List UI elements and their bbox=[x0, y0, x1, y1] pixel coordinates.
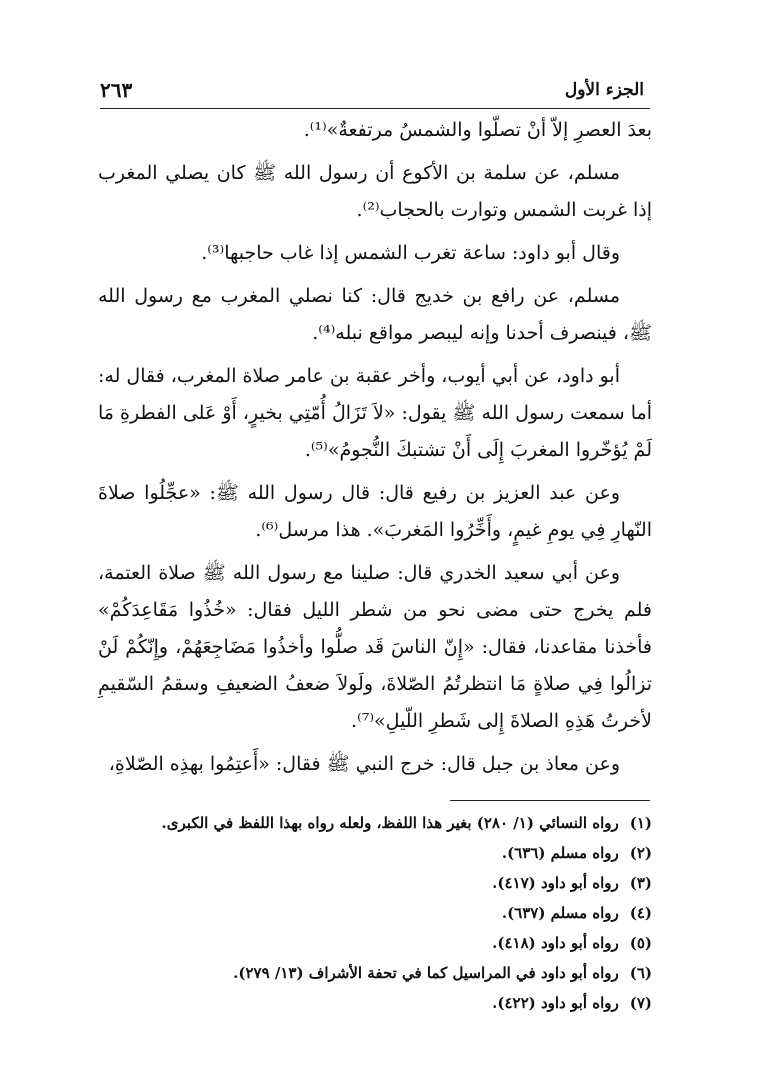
paragraph: وعن أبي سعيد الخدري قال: صلينا مع رسول الله ﷺ صلاة العتمة، فلم يخرج حتى مضى نحو من شطر الليل فقال: «خُذُوا مَقَاعِدَكُمْ» فأخذنا مقاعدنا، فقال: «إِنّ الناسَ قَد صلُّوا وأخذُوا مَضَاجِعَهُمْ، وإِنّكُمْ لَنْ تزالُوا فِي صلاةٍ مَا انتظرتُمُ الصّلاةَ، ولَولاَ ضعفُ الضعيفِ وسقمُ السّقيمِ لأخرتُ هَذِهِ الصلاةَ إِلى شَطرِ اللّيلِ»⁽⁷⁾. bbox=[98, 562, 652, 732]
footnote bbox=[98, 958, 652, 988]
footnote-number: (٤) bbox=[629, 904, 652, 922]
footnote-separator bbox=[450, 800, 650, 801]
page-header bbox=[100, 78, 650, 109]
paragraph: وعن معاذ بن جبل قال: خرج النبي ﷺ فقال: «أَعتِمُوا بهذِه الصّلاةِ، bbox=[108, 753, 620, 775]
paragraph: وعن عبد العزيز بن رفيع قال: قال رسول الله ﷺ: «عجِّلُوا صلاةَ النّهارِ فِي يومِ غيمٍ، وأَخِّرُوا المَغربَ». هذا مرسل⁽⁶⁾. bbox=[98, 482, 652, 541]
paragraph: مسلم، عن رافع بن خديج قال: كنا نصلي المغرب مع رسول الله ﷺ، فينصرف أحدنا وإنه ليبصر مواقع نبله⁽⁴⁾. bbox=[98, 285, 652, 344]
footnote-text: رواه النسائي (١/ ٢٨٠) بغير هذا اللفظ، ولعله رواه بهذا اللفظ في الكبرى. bbox=[161, 814, 619, 832]
footnote-number: (٣) bbox=[629, 874, 652, 892]
footnote-number: (١) bbox=[629, 814, 652, 832]
running-title: الجزء الأول bbox=[564, 80, 644, 100]
main-text bbox=[98, 112, 652, 789]
footnote-number: (٦) bbox=[629, 964, 652, 982]
footnote-text: رواه أبو داود (٤١٧). bbox=[492, 874, 619, 892]
footnote bbox=[98, 808, 652, 838]
paragraph: مسلم، عن سلمة بن الأكوع أن رسول الله ﷺ كان يصلي المغرب إذا غربت الشمس وتوارت بالحجاب⁽²⁾. bbox=[98, 162, 652, 221]
footnote-text: رواه أبو داود في المراسيل كما في تحفة الأشراف (١٣/ ٢٧٩). bbox=[233, 964, 619, 982]
paragraph: بعدَ العصرِ إلاّ أنْ تصلّوا والشمسُ مرتفعةٌ»⁽¹⁾. bbox=[303, 119, 652, 141]
footnote-text: رواه أبو داود (٤١٨). bbox=[492, 934, 619, 952]
footnote bbox=[98, 868, 652, 898]
paragraph: أبو داود، عن أبي أيوب، وأخر عقبة بن عامر صلاة المغرب، فقال له: أما سمعت رسول الله ﷺ يقول: «لاَ تَزَالُ أُمّتِي بخيرٍ، أَوْ عَلى الفطرةِ مَا لَمْ يُؤخّروا المغربَ إِلَى أَنْ تشتبكَ النُّجومُ»⁽⁵⁾. bbox=[98, 365, 652, 461]
footnote-number: (٧) bbox=[629, 994, 652, 1012]
footnote-number: (٢) bbox=[629, 844, 652, 862]
footnote bbox=[98, 988, 652, 1018]
footnote-text: رواه مسلم (٦٣٧). bbox=[501, 904, 619, 922]
footnote-number: (٥) bbox=[629, 934, 652, 952]
paragraph: وقال أبو داود: ساعة تغرب الشمس إذا غاب حاجبها⁽³⁾. bbox=[201, 242, 620, 264]
footnote bbox=[98, 898, 652, 928]
footnote-text: رواه أبو داود (٤٢٢). bbox=[492, 994, 619, 1012]
footnote bbox=[98, 838, 652, 868]
footnote-text: رواه مسلم (٦٣٦). bbox=[501, 844, 619, 862]
page-number: ٢٦٣ bbox=[100, 78, 133, 102]
footnote bbox=[98, 928, 652, 958]
footnotes bbox=[98, 808, 652, 1018]
